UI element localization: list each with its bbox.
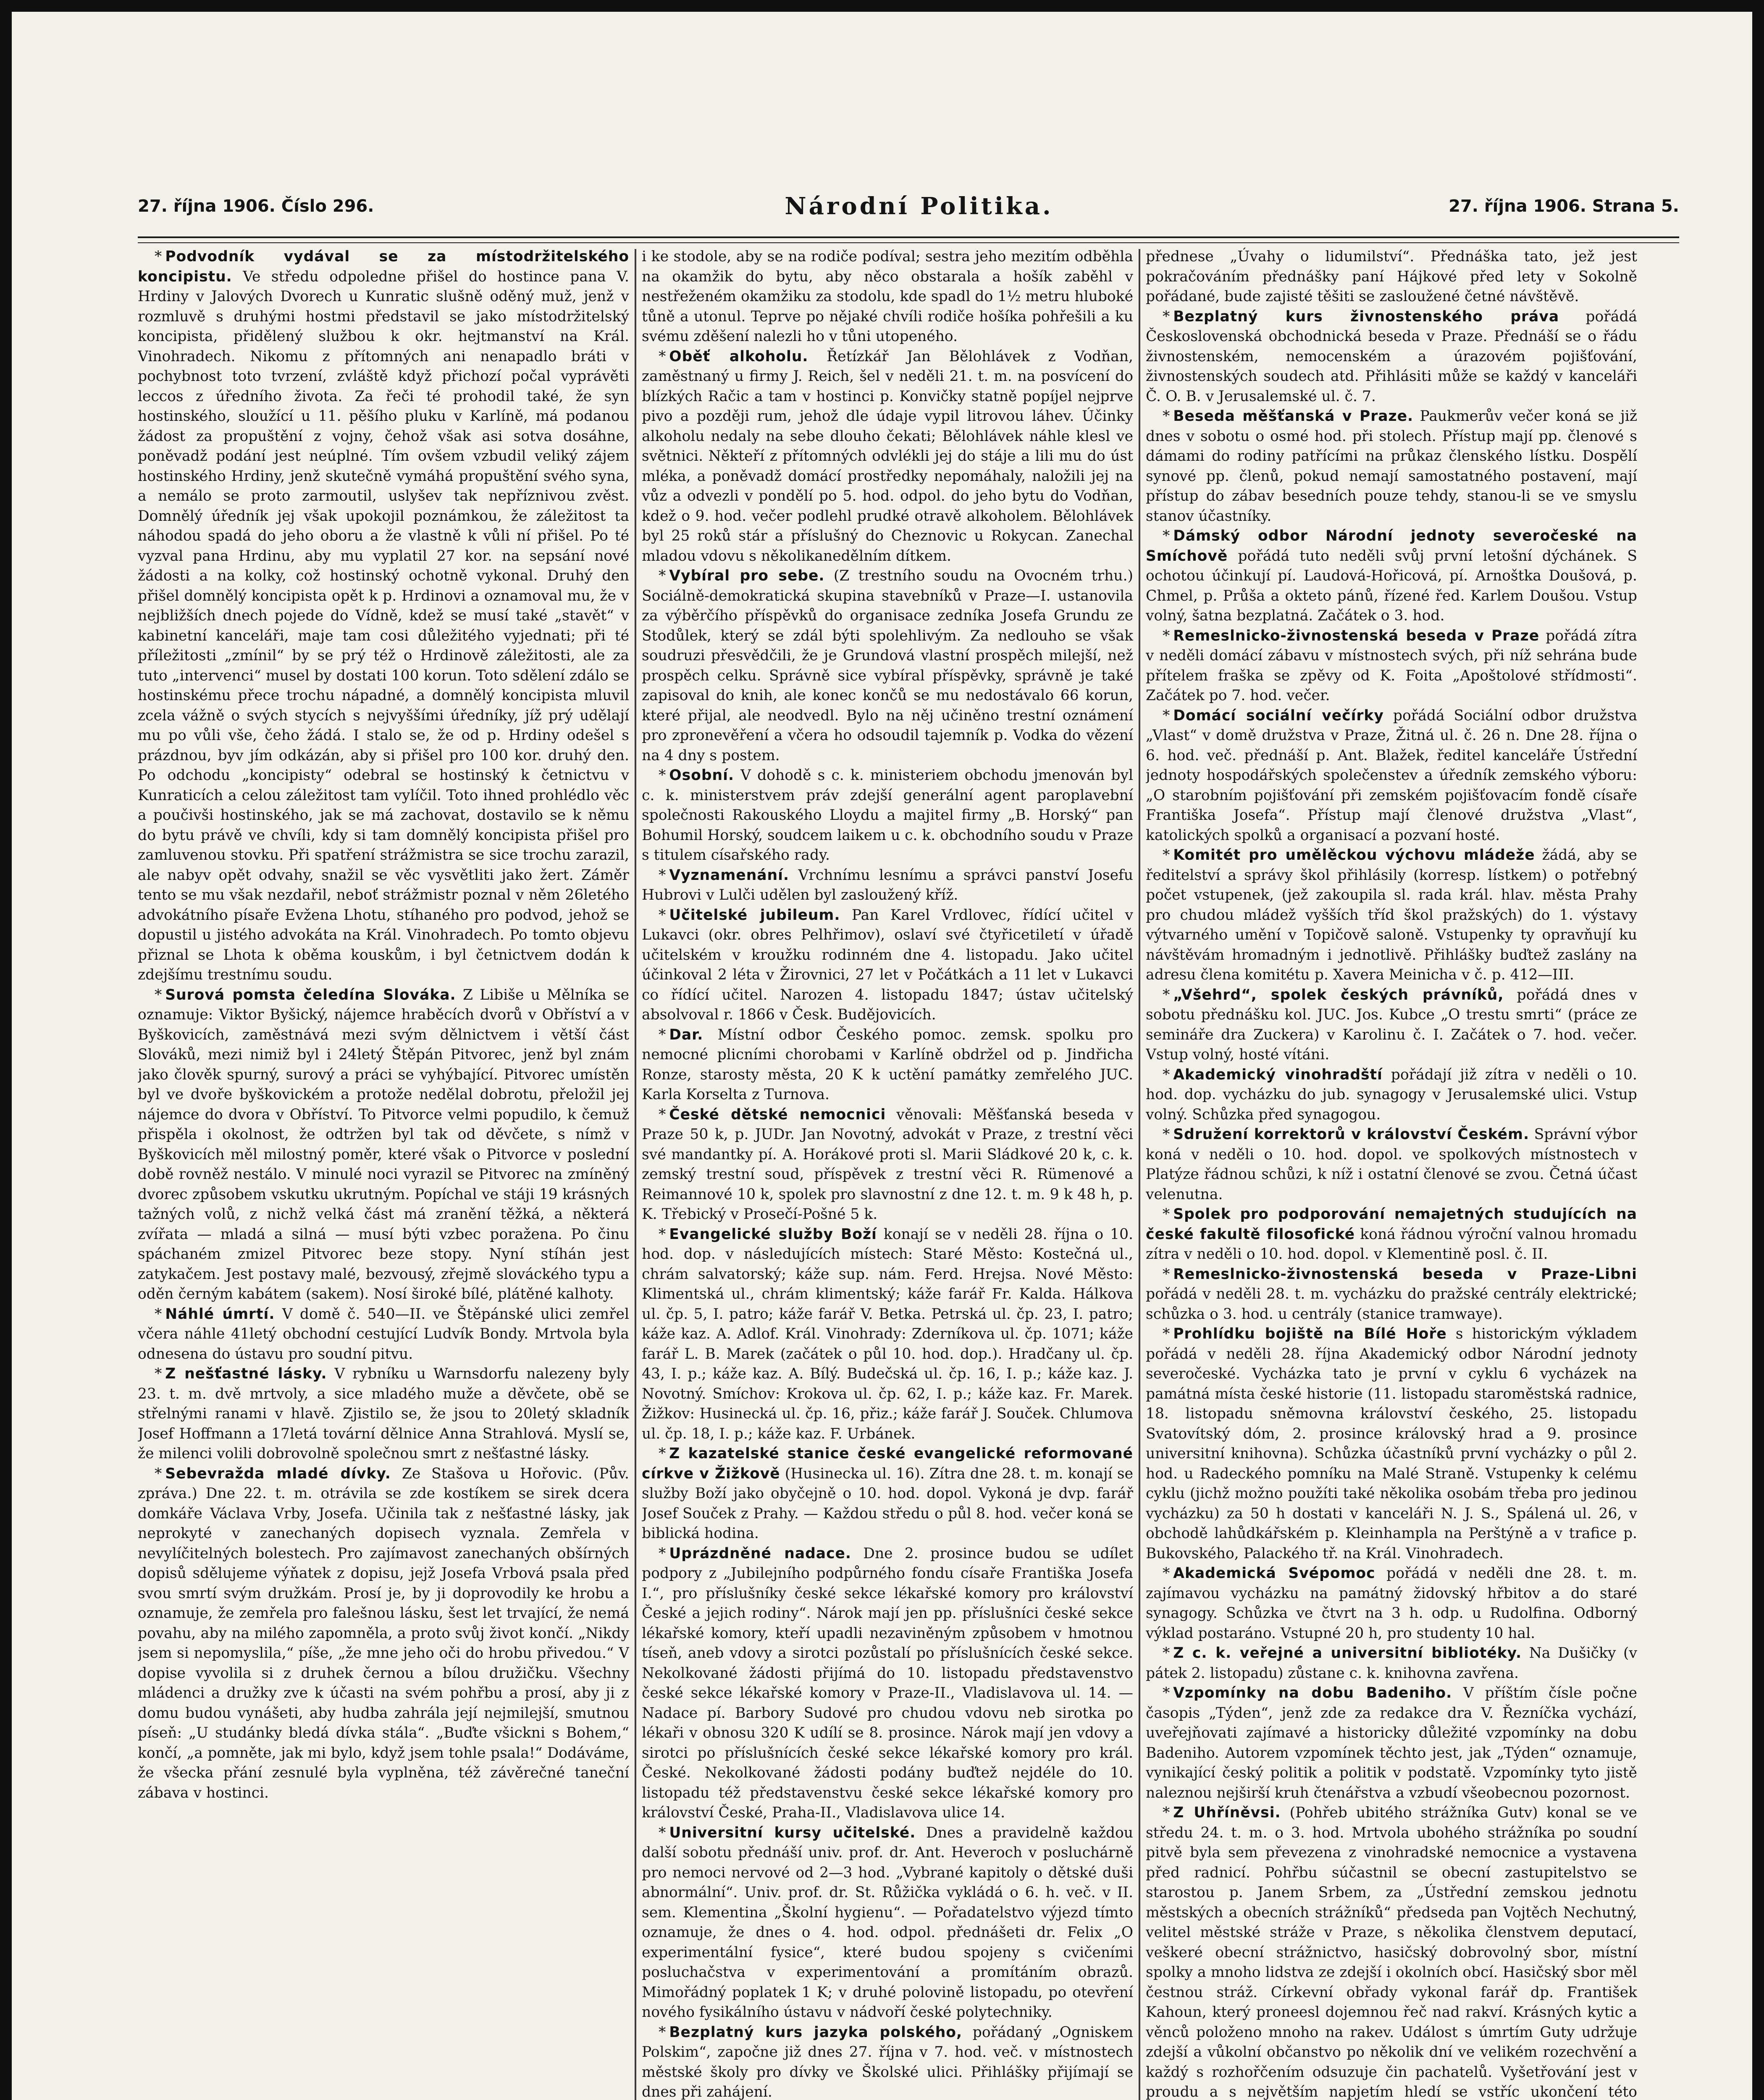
article: * Domácí sociální večírky pořádá Sociální odbor družstva „Vlast“ v domě družstva v Praze, Žitná ul. č. 26 n. Dne 28. října o 6. hod. več. přednáší p. Ant. Blažek, ředitel kanceláře Ústřední jednoty hospodářských společenstev a úředník zemského výboru: „O starobním pojišťování při zemském pojišťovacím fondě císaře Františka Josefa“. Přístup mají členové družstva „Vlast“, katolických spolků a organisací a pozvaní hosté. (1146, 707, 1637, 844)
article-body: pořádá tuto neděli svůj první letošní dýchánek. S ochotou účinkují pí. Laudová-Hořicová, pí. Arnoštka Doušová, p. Chmel, p. Průša a okteto pánů, řízené řed. Karlem Doušou. Vstup volný, šatna bezplatná. Začátek o 3. hod. (1146, 547, 1637, 624)
article: * Bezplatný kurs jazyka polského, pořádaný „Ogniskem Polskim“, započne již dnes 27. října v 7. hod. več. v místnostech městské školy pro dívky ve Školské ulici. Přihlášky přijímají se dnes při zahájení. (642, 2024, 1133, 2100)
article-heading: Uprázdněné nadace. (669, 1545, 852, 1562)
article-body: pořádá v neděli dne 28. t. m. zajímavou vycházku na památný židovský hřbitov a do staré synagogy. Schůzka ve čtvrt na 3 h. odp. u Rudolfina. Odborný výklad postaráno. Vstupné 20 h, pro studenty 10 hal. (1146, 1565, 1637, 1642)
article-body: V dohodě s c. k. ministeriem obchodu jmenován byl c. k. ministerstvem práv zdejší generální agent paroplavební společnosti Rakouského Lloydu a majitel firmy „B. Horský“ pan Bohumil Horský, soudcem laikem u c. k. obchodního soudu v Praze s titulem císařského rady. (642, 767, 1133, 864)
article: * Z nešťastné lásky. V rybníku u Warnsdorfu nalezeny byly 23. t. m. dvě mrtvoly, a sice mladého muže a děvčete, obě se střelnými ranami v hlavě. Zjistilo se, že jsou to 20letý skladník Josef Hoffmann a 17letá tovární dělnice Anna Strahlová. Myslí se, že milenci volili dobrovolně společnou smrt z nešťastné lásky. (138, 1365, 629, 1462)
article-heading: Bezplatný kurs jazyka polského, (669, 2024, 963, 2041)
article-body: Řetízkář Jan Bělohlávek z Vodňan, zaměstnaný u firmy J. Reich, šel v neděli 21. t. m. na posvícení do blízkých Račic a tam v hostinci p. Konvičky statně popíjel nejprve pivo a později rum, jehož dle údaje vypil litrovou láhev. Účinky alkoholu nedaly na sebe dlouho čekati; Bělohlávek náhle klesl ve světnici. Někteří z přítomných odvlékli jej do stáje a lili mu do úst mléka, a poněvadž domácí prostředky nepomáhaly, naložili jej na vůz a odvezli v pondělí po 5. hod. odpol. do jeho bytu do Vodňan, kdež o 9. hod. večer podlehl prudké otravě alkoholem. Bělohlávek byl 25 roků stár a příslušný do Cheznovic u Rokycan. Zanechal mladou vdovu s několikanedělním dítkem. (642, 348, 1133, 564)
article-heading: Surová pomsta čeledína Slováka. (165, 986, 456, 1003)
column-1 (138, 247, 629, 2100)
article-body: konají se v neděli 28. října o 10. hod. dop. v následujících místech: Staré Město: Kostečná ul., chrám salvatorský; káže sup. nám. Ferd. Hrejsa. Nové Město: Klimentská ul., chrám klimentský; káže farář Fr. Kalda. Hálkova ul. čp. 5, I. patro; káže farář V. Betka. Petrská ul. čp. 23, I. patro; káže kaz. A. Adlof. Král. Vinohrady: Zderníkova ul. čp. 1071; káže farář L. B. Marek (začátek o půl 10. hod. dop.). Hradčany ul. čp. 43, I. p.; káže kaz. A. Bílý. Budečská ul. čp. 16, I. p.; káže kaz. J. Novotný. Smíchov: Krokova ul. čp. 62, I. p.; káže kaz. Fr. Marek. Žižkov: Husinecká ul. čp. 16, přiz.; káže farář J. Souček. Chlumova ul. čp. 18, I. p.; káže kaz. F. Urbánek. (642, 1226, 1133, 1442)
article-heading: Remeslnicko-živnostenská beseda v Praze (1173, 627, 1540, 644)
article: * Akademická Svépomoc pořádá v neděli dne 28. t. m. zajímavou vycházku na památný židovský hřbitov a do staré synagogy. Schůzka ve čtvrt na 3 h. odp. u Rudolfina. Odborný výklad postaráno. Vstupné 20 h, pro studenty 10 hal. (1146, 1565, 1637, 1642)
article: * Universitní kursy učitelské. Dnes a pravidelně každou další sobotu přednáší univ. prof. dr. Ant. Heveroch v posluchárně pro nemoci nervové od 2—3 hod. „Vybrané kapitoly o dětské duši abnormální“. Univ. prof. dr. St. Růžička vykládá o 6. h. več. v II. sem. Klementina „Školní hygienu“. — Pořadatelstvo výjezd tímto oznamuje, že dnes o 4. hod. odpol. přednášeti dr. Felix „O experimentální fysice“, které budou spojeny s cvičeními posluchačstva v experimentování a promítáním obrazů. Mimořádný poplatek 1 K; v druhé polovině listopadu, po otevření nového fysikálního ústavu v nádvoří české polytechniky. (642, 1824, 1133, 2021)
article-body: s historickým výkladem pořádá v neděli 28. října Akademický odbor Národní jednoty severočeské. Vycházka tato je první v cyklu 6 vycházek na památná místa české historie (11. listopadu staroměstská radnice, 18. listopadu sněmovna království českého, 25. listopadu Svatovítský dóm, 2. prosince královský hrad a 9. prosince universitní knihovna). Schůzka účastníků první vycházky o půl 2. hod. u Radeckého pomníku na Malé Straně. Vstupenky k celému cyklu (jichž možno použíti také několika osobám třeba pro jedinou vycházku) za 50 h dostati v kanceláři N. J. S., Spálená ul. 26, v obchodě lahůdkářském p. Kleinhampla na Perštýně a v trafice p. Bukovského, Palackého tř. na Král. Vinohradech. (1146, 1326, 1637, 1562)
article: * Remeslnicko-živnostenská beseda v Praze pořádá zítra v neděli domácí zábavu v místnostech svých, při níž sehrána bude přítelem fraška se zpěvy od K. Foita „Apoštolové střídmosti“. Začátek po 7. hod. večer. (1146, 627, 1637, 704)
article-body: pořádá zítra v neděli domácí zábavu v místnostech svých, při níž sehrána bude přítelem fraška se zpěvy od K. Foita „Apoštolové střídmosti“. Začátek po 7. hod. večer. (1146, 627, 1637, 704)
article-heading: Dar. (669, 1026, 704, 1043)
article-body: Z Libiše u Mělníka se oznamuje: Viktor Byšický, nájemce hraběcích dvorů v Obříství a v Byškovicích, zaměstnává mezi svým dělnictvem i větší část Slováků, mezi nimiž byl i 24letý Štěpán Pitvorec, jenž byl znám jako člověk spurný, surový a práci se vyhýbající. Pitvorec umístěn byl ve dvoře byškovickém a protože nedělal dobrotu, přeložil jej nájemce do dvora v Obříství. To Pitvorce velmi popudilo, k čemuž přispěla i okolnost, že odtržen byl tak od děvčete, s nímž v Byškovicích měl milostný poměr, které však o Pitvorce v poslední době rovněž nestálo. V minulé noci vyrazil se Pitvorec na zmíněný dvorec způsobem vskutku ukrutným. Popíchal ve stáji 19 krásných tažných volů, z nichž velká část má zranění těžká, a některá zvířata — mladá a silná — musí býti vzbec poražena. Po činu spáchaném zmizel Pitvorec beze stopy. Nyní stíhán jest zatykačem. Jest postavy malé, bezvousý, zřejmě slováckého typu a oděn černým kabátem (sakem). Nosí široké bílé, plátěné kalhoty. (138, 986, 629, 1302)
article: * Evangelické služby Boží konají se v neděli 28. října o 10. hod. dop. v následujících místech: Staré Město: Kostečná ul., chrám salvatorský; káže sup. nám. Ferd. Hrejsa. Nové Město: Klimentská ul., chrám klimentský; káže farář Fr. Kalda. Hálkova ul. čp. 5, I. patro; káže farář V. Betka. Petrská ul. čp. 23, I. patro; káže kaz. A. Adlof. Král. Vinohrady: Zderníkova ul. čp. 1071; káže farář L. B. Marek (začátek o půl 10. hod. dop.). Hradčany ul. čp. 43, I. p.; káže kaz. A. Bílý. Budečská ul. čp. 16, I. p.; káže kaz. J. Novotný. Smíchov: Krokova ul. čp. 62, I. p.; káže kaz. Fr. Marek. Žižkov: Husinecká ul. čp. 16, přiz.; káže farář J. Souček. Chlumova ul. čp. 18, I. p.; káže kaz. F. Urbánek. (642, 1226, 1133, 1442)
article-heading: Vzpomínky na dobu Badeniho. (1173, 1685, 1452, 1701)
article: * Surová pomsta čeledína Slováka. Z Libiše u Mělníka se oznamuje: Viktor Byšický, nájemce hraběcích dvorů v Obříství a v Byškovicích, zaměstnává mezi svým dělnictvem i větší část Slováků, mezi nimiž byl i 24letý Štěpán Pitvorec, jenž byl znám jako člověk spurný, surový a práci se vyhýbající. Pitvorec umístěn byl ve dvoře byškovickém a protože nedělal dobrotu, přeložil jej nájemce do dvora v Obříství. To Pitvorce velmi popudilo, k čemuž přispěla i okolnost, že odtržen byl tak od děvčete, s nímž v Byškovicích měl milostný poměr, které však o Pitvorce v poslední době rovněž nestálo. V minulé noci vyrazil se Pitvorec na zmíněný dvorec způsobem vskutku ukrutným. Popíchal ve stáji 19 krásných tažných volů, z nichž velká část má zranění těžká, a některá zvířata — mladá a silná — musí býti vzbec poražena. Po činu spáchaném zmizel Pitvorec beze stopy. Nyní stíhán jest zatykačem. Jest postavy malé, bezvousý, zřejmě slováckého typu a oděn černým kabátem (sakem). Nosí široké bílé, plátěné kalhoty. (138, 986, 629, 1302)
article: * Prohlídku bojiště na Bílé Hoře s historickým výkladem pořádá v neděli 28. října Akademický odbor Národní jednoty severočeské. Vycházka tato je první v cyklu 6 vycházek na památná místa české historie (11. listopadu staroměstská radnice, 18. listopadu sněmovna království českého, 25. listopadu Svatovítský dóm, 2. prosince královský hrad a 9. prosince universitní knihovna). Schůzka účastníků první vycházky o půl 2. hod. u Radeckého pomníku na Malé Straně. Vstupenky k celému cyklu (jichž možno použíti také několika osobám třeba pro jedinou vycházku) za 50 h dostati v kanceláři N. J. S., Spálená ul. 26, v obchodě lahůdkářském p. Kleinhampla na Perštýně a v trafice p. Bukovského, Palackého tř. na Král. Vinohradech. (1146, 1326, 1637, 1562)
article-body: Dnes a pravidelně každou další sobotu přednáší univ. prof. dr. Ant. Heveroch v posluchárně pro nemoci nervové od 2—3 hod. „Vybrané kapitoly o dětské duši abnormální“. Univ. prof. dr. St. Růžička vykládá o 6. h. več. v II. sem. Klementina „Školní hygienu“. — Pořadatelstvo výjezd tímto oznamuje, že dnes o 4. hod. odpol. přednášeti dr. Felix „O experimentální fysice“, které budou spojeny s cvičeními posluchačstva v experimentování a promítáním obrazů. Mimořádný poplatek 1 K; v druhé polovině listopadu, po otevření nového fysikálního ústavu v nádvoří české polytechniky. (642, 1824, 1133, 2021)
article: * Vzpomínky na dobu Badeniho. V příštím čísle počne časopis „Týden“, jenž zde za redakce dra V. Řezníčka vychází, uveřejňovati zajímavé a historicky důležité vzpomínky na dobu Badeniho. Autorem vzpomínek těchto jest, jak „Týden“ oznamuje, vynikající český politik a politik v podstatě. Vzpomínky tyto jistě naleznou nejširší kruh čtenářstva a vzbudí všeobecnou pozornost. (1146, 1685, 1637, 1801)
article-body: V domě č. 540—II. ve Štěpánské ulici zemřel včera náhle 41letý obchodní cestující Ludvík Bondy. Mrtvola byla odnesena do ústavu pro soudní pitvu. (138, 1305, 629, 1362)
article-body: věnovali: Měšťanská beseda v Praze 50 k, p. JUDr. Jan Novotný, advokát v Praze, z trestní věci své mandantky pí. A. Horákové proti sl. Marii Sládkové 20 k, c. k. zemský trestní soud, příspěvek z trestní věci R. Rümenové a Reimannové 10 k, spolek pro slavnostní z dne 12. t. m. 9 k 48 h, p. K. Třebický v Prosečí-Pošné 5 k. (642, 1106, 1133, 1223)
column-separator (635, 249, 636, 2100)
article-body: Ve středu odpoledne přišel do hostince pana V. Hrdiny v Jalových Dvorech u Kunratic slušně oděný muž, jenž v rozmluvě s druhými hostmi představil se jako místodržitelský koncipista, přidělený službou k okr. hejtmanství na Král. Vinohradech. Nikomu z přítomných ani nenapadlo bráti v pochybnost toto tvrzení, zvláště když přichozí počal vyprávěti leccos z úředního života. Za řeči té prohodil také, že syn hostinského, sloužící u 11. pěšího pluku v Karlíně, má podanou žádost za propuštění z vojny, čehož však asi sotva dosáhne, poněvadž podání jest neúplné. Tím ovšem vzbudil veliký zájem hostinského Hrdiny, jenž skutečně vymáhá propuštění svého syna, a nemálo se proto zarmoutil, uslyšev tak nepříznivou zvěst. Domnělý úředník jej však upokojil poznámkou, že záležitost ta náhodou spadá do jeho oboru a že vlastně k vůli ní přišel. Po té vyzval pana Hrdinu, aby mu vyplatil 27 kor. na sepsání nové žádosti a na kolky, což hostinský ochotně vykonal. Druhý den přišel domnělý koncipista opět k p. Hrdinovi a oznamoval mu, že v nejbližších dnech pojede do Vídně, kdež se musí také „stavět“ v kabinetní kanceláři, maje tam cosi důležitého vyjednati; při té příležitosti „zmínil“ by se prý též o Hrdinově záležitosti, ale za tuto „intervenci“ musel by dostati 100 korun. Toto sdělení zdálo se hostinskému přece trochu nápadné, a domnělý koncipista mluvil zcela vážně o svých stycích s nejvyššími úředníky, jíž prý udělají mu po vůli vše, čeho žádá. I stalo se, že od p. Hrdiny odešel s prázdnou, byv jím odkázán, aby si přišel pro 100 kor. druhý den. Po odchodu „koncipisty“ odebral se hostinský k četnictvu v Kunraticích a celou záležitost tam vylíčil. Toto ihned prohlédlo věc a poučivši hostinského, jak se má zachovat, dostavilo se k němu do bytu právě ve chvíli, kdy si tam domnělý koncipista přišel pro zamluvenou stovku. Při spatření strážmistra se sice trochu zarazil, ale nabyv opět odvahy, snažil se věc vysvětliti jako žert. Záměr tento se mu však nezdařil, neboť strážmistr poznal v něm 26letého advokátního písaře Evžena Lhotu, stíhaného pro podvod, jehož se dopustil u jistého advokáta na Král. Vinohradech. Po tomto objevu přiznal se Lhota k oběma kouskům, i byl četnictvem dodán k zdejšímu trestnímu soudu. (138, 268, 629, 983)
article: * „Všehrd“, spolek českých právníků, pořádá dnes v sobotu přednášku kol. JUC. Jos. Kubce „O trestu smrti“ (práce ze semináře dra Zuckera) v Karolinu č. I. Začátek o 7. hod. večer. Vstup volný, hosté vítáni. (1146, 986, 1637, 1063)
article: * Remeslnicko-živnostenská beseda v Praze-Libni pořádá v neděli 28. t. m. vycházku do pražské centrály elektrické; schůzka o 3. hod. u centrály (stanice tramwaye). (1146, 1265, 1637, 1323)
article-body: (Pohřeb ubitého strážníka Gutv) konal se ve středu 24. t. m. o 3. hod. Mrtvola ubohého strážníka po soudní pitvě byla sem převezena z vinohradské nemocnice a vystavena před radnicí. Pohřbu súčastnil se obecní zastupitelstvo se starostou p. Janem Srbem, za „Ústřední zemskou jednotu městských a obecních strážníků“ předseda pan Vojtěch Nechutný, velitel městské stráže v Praze, s několika členstvem deputací, veškeré obecní strážnictvo, hasičský dobrovolný sbor, místní spolky a mnoho lidstva ze zdejší i okolních obcí. Hasičský sbor měl čestnou stráž. Církevní obřady vykonal farář dp. František Kahoun, který proneesl dojemnou řeč nad rakví. Krásných kytic a věnců položeno mnoho na rakev. Událost s úmrtím Guty udržuje zdejší a vůkolní občanstvo po několik dní ve velikém rozechvění a každý s rozhořčením odsuzuje čin pachatelů. Vyšetřování jest v proudu a s největším napjetím hledí se vstříc ukončení této (1146, 1804, 1637, 2100)
article: * Spolek pro podporování nemajetných studujících na české fakultě filosofické koná řádnou výroční valnou hromadu zítra v neděli o 10. hod. dopol. v Klementině posl. č. II. (1146, 1206, 1637, 1263)
article-heading: Akademická Svépomoc (1173, 1565, 1376, 1582)
article-heading: Komitét pro umělěckou výchovu mládeže (1173, 847, 1535, 864)
column-separator (1139, 249, 1140, 2100)
header-date-page: 27. října 1906. Strana 5. (1449, 197, 1679, 216)
article: * Dámský odbor Národní jednoty severočeské na Smíchově pořádá tuto neděli svůj první letošní dýchánek. S ochotou účinkují pí. Laudová-Hořicová, pí. Arnoštka Doušová, p. Chmel, p. Průša a okteto pánů, řízené řed. Karlem Doušou. Vstup volný, šatna bezplatná. Začátek o 3. hod. (1146, 528, 1637, 624)
article: * Učitelské jubileum. Pan Karel Vrdlovec, řídící učitel v Lukavci (okr. obres Pelhřimov), oslaví své čtyřicetiletí v úřadě učitelském v kroužku rodinném dne 4. listopadu. Jako učitel účinkoval 2 léta v Žirovnici, 27 let v Počátkách a 11 let v Lukavci co řídící učitel. Narozen 4. listopadu 1847; ústav učitelský absolvoval r. 1866 v Česk. Budějovicích. (642, 906, 1133, 1023)
article: * Náhlé úmrtí. V domě č. 540—II. ve Štěpánské ulici zemřel včera náhle 41letý obchodní cestující Ludvík Bondy. Mrtvola byla odnesena do ústavu pro soudní pitvu. (138, 1305, 629, 1362)
article: * Oběť alkoholu. Řetízkář Jan Bělohlávek z Vodňan, zaměstnaný u firmy J. Reich, šel v neděli 21. t. m. na posvícení do blízkých Račic a tam v hostinci p. Konvičky statně popíjel nejprve pivo a později rum, jehož dle údaje vypil litrovou láhev. Účinky alkoholu nedaly na sebe dlouho čekati; Bělohlávek náhle klesl ve světnici. Někteří z přítomných odvlékli jej do stáje a lili mu do úst mléka, a poněvadž domácí prostředky nepomáhaly, naložili jej na vůz a odvezli v pondělí po 5. hod. odpol. do jeho bytu do Vodňan, kdež o 9. hod. večer podlehl prudké otravě alkoholem. Bělohlávek byl 25 roků stár a příslušný do Cheznovic u Rokycan. Zanechal mladou vdovu s několikanedělním dítkem. (642, 348, 1133, 564)
article-heading: Akademický vinohradští (1173, 1066, 1383, 1083)
article-heading: Sebevražda mladé dívky. (165, 1465, 391, 1482)
article-continuation (642, 247, 1133, 347)
column-2 (642, 247, 1133, 2100)
article-body: pořádá dnes v sobotu přednášku kol. JUC. Jos. Kubce „O trestu smrti“ (práce ze semináře dra Zuckera) v Karolinu č. I. Začátek o 7. hod. večer. Vstup volný, hosté vítáni. (1146, 986, 1637, 1063)
article-continuation (1146, 247, 1637, 307)
article-heading: Učitelské jubileum. (669, 906, 840, 924)
article: * Vybíral pro sebe. (Z trestního soudu na Ovocném trhu.) Sociálně-demokratická skupina stavebníků v Praze—I. ustanovila za výběrčího příspěvků do organisace zedníka Josefa Grundu ze Stodůlek, který se zdál býti spolehlivým. Za nedlouho se však soudruzi přesvědčili, že je Grundová vlastní prospěch milejší, než prospěch celku. Správně sice vybíral příspěvky, správně je také zapisoval do knih, ale konec končů se mu nedostávalo 66 korun, které přijal, ale neodvedl. Bylo na něj učiněno trestní oznámení pro zpronevěření a včera ho odsoudil tajemník p. Vodka do vězení na 4 dny s postem. (642, 567, 1133, 764)
article-body: pořádá v neděli 28. t. m. vycházku do pražské centrály elektrické; schůzka o 3. hod. u centrály (stanice tramwaye). (1146, 1286, 1637, 1323)
article-heading: „Všehrd“, spolek českých právníků, (1173, 986, 1504, 1003)
article-heading: Z c. k. veřejné a universitní bibliotéky. (1173, 1645, 1522, 1662)
article-body: Správní výbor koná v neděli o 10. hod. dopol. ve spolkových místnostech v Platýze řádnou schůzi, k níž i ostatní členové se zvou. Četná účast velenutna. (1146, 1126, 1637, 1203)
article-body: pořádaný „Ogniskem Polskim“, započne již dnes 27. října v 7. hod. več. v místnostech městské školy pro dívky ve Školské ulici. Přihlášky přijímají se dnes při zahájení. (642, 2024, 1133, 2100)
article-body: Pan Karel Vrdlovec, řídící učitel v Lukavci (okr. obres Pelhřimov), oslaví své čtyřicetiletí v úřadě učitelském v kroužku rodinném dne 4. listopadu. Jako učitel účinkoval 2 léta v Žirovnici, 27 let v Počátkách a 11 let v Lukavci co řídící učitel. Narozen 4. listopadu 1847; ústav učitelský absolvoval r. 1866 v Česk. Budějovicích. (642, 906, 1133, 1023)
header-rule (138, 236, 1679, 243)
article-heading: Spolek pro podporování nemajetných studujících na české fakultě filosofické (1146, 1206, 1637, 1243)
page-header (138, 192, 1679, 230)
article-body: V rybníku u Warnsdorfu nalezeny byly 23. t. m. dvě mrtvoly, a sice mladého muže a děvčete, obě se střelnými ranami v hlavě. Zjistilo se, že jsou to 20letý skladník Josef Hoffmann a 17letá tovární dělnice Anna Strahlová. Myslí se, že milenci volili dobrovolně společnou smrt z nešťastné lásky. (138, 1365, 629, 1462)
article-body: Dne 2. prosince budou se udílet podpory z „Jubilejního podpůrného fondu císaře Františka Josefa I.“, pro příslušníky české sekce lékařské komory pro království České a jejich rodiny“. Nárok mají jen pp. příslušníci české sekce lékařské komory, kteří upadli nezaviněným způsobem v hmotnou tíseň, aneb vdovy a sirotci pozůstalí po příslušnících české sekce. Nekolkované žádosti přijímá do 10. listopadu představenstvo české sekce lékařské komory v Praze-II., Vladislavova ul. 14. — Nadace pí. Barbory Sudové pro chudou vdovu neb sirotka po lékaři v obnosu 320 K udílí se 8. prosince. Nárok mají jen vdovy a sirotci po příslušnících české sekce lékařské komory pro král. České. Nekolkované žádosti podány buďtež nejdéle do 10. listopadu též představenstvu české sekce lékařské komory pro království České, Praha-II., Vladislavova ulice 14. (642, 1545, 1133, 1821)
article-heading: Dámský odbor Národní jednoty severočeské na Smíchově (1146, 528, 1637, 564)
article-heading: Universitní kursy učitelské. (669, 1824, 916, 1841)
article-heading: Z kazatelské stanice české evangelické reformované církve v Žižkově (642, 1445, 1133, 1482)
article-body: pořádá Sociální odbor družstva „Vlast“ v domě družstva v Praze, Žitná ul. č. 26 n. Dne 28. října o 6. hod. več. přednáší p. Ant. Blažek, ředitel kanceláře Ústřední jednoty hospodářských společenstev a úředník zemského výboru: „O starobním pojišťování při zemském pojišťovacím fondě císaře Františka Josefa“. Přístup mají členové družstva „Vlast“, katolických spolků a organisací a pozvaní hosté. (1146, 707, 1637, 844)
article-body: pořádají již zítra v neděli o 10. hod. dop. vycházku do jub. synagogy v Jerusalemské ulici. Vstup volný. Schůzka před synagogou. (1146, 1066, 1637, 1123)
article: * Bezplatný kurs živnostenského práva pořádá Československá obchodnická beseda v Praze. Přednáší se o řádu živnostenském, nemocenském a úrazovém pojišťování, živnostenských soudech atd. Přihlásiti může se každý v kanceláři Č. O. B. v Jerusalemské ul. č. 7. (1146, 308, 1637, 405)
article-body: Paukmerův večer koná se již dnes v sobotu o osmé hod. při stolech. Přístup mají pp. členové s dámami do rodiny patřícími na průkaz členského lístku. Dospělí synové pp. členů, pokud nemají samostatného postavení, mají přístup do zábav besedních pouze tehdy, stanou-li se ve smyslu stanov účastníky. (1146, 408, 1637, 525)
header-date-issue: 27. října 1906. Číslo 296. (138, 197, 374, 216)
article-body: přednese „Úvahy o lidumilství“. Přednáška tato, jež jest pokračováním přednášky paní Hájkové před lety v Sokolně pořádané, bude zajisté těšiti se zasloužené četné návštěvě. (1146, 248, 1637, 305)
article-heading: Remeslnicko-živnostenská beseda v Praze-Libni (1173, 1265, 1637, 1283)
article-heading: Beseda měšťanská v Praze. (1173, 408, 1414, 425)
article-body: Ze Stašova u Hořovic. (Pův. zpráva.) Dne 22. t. m. otrávila se zde kostíkem se sirek dcera domkáře Václava Vrby, Josefa. Učinila tak z nešťastné lásky, jak neprokyté v zanechaných dopisech vyznala. Zemřela v nevylíčitelných bolestech. Pro zajímavost zanechaných obšírných dopisů sdělujeme výňatek z dopisu, jejž Josefa Vrbová psala před svou smrtí svým družkám. Prosí je, by ji doprovodily ke hrobu a oznamuje, že zemřela pro falešnou lásku, šest let trvající, že nemá povahu, aby na milého zapomněla, a proto svůj život končí. „Nikdy jsem si nepomyslila,“ píše, „že mne jeho oči do hrobu přivedou.“ V dopise vyvolila si z druhek černou a bílou družičku. Všechny mládenci a družky zve k účasti na svém pohřbu a prosí, aby ji z domu budou vynášeti, aby hudba zahrála její nejmilejší, smutnou píseň: „U studánky bledá dívka stála“. „Buďte všickni s Bohem,“ končí, „a pomněte, jak mi bylo, když jsem tohle psala!“ Dodáváme, že všecka přání zesnulé byla vyplněna, též závěrečné taneční zábava v hostinci. (138, 1465, 629, 1801)
article: * Dar. Místní odbor Českého pomoc. zemsk. spolku pro nemocné plicními chorobami v Karlíně obdržel od p. Jindřicha Ronze, starosty města, 20 K k uctění památky zemřelého JUC. Karla Korselta z Turnova. (642, 1026, 1133, 1103)
article-heading: Z nešťastné lásky. (165, 1365, 327, 1382)
article: * Z c. k. veřejné a universitní bibliotéky. Na Dušičky (v pátek 2. listopadu) zůstane c. k. knihovna zavřena. (1146, 1645, 1637, 1682)
article-heading: Sdružení korrektorů v království Českém. (1173, 1126, 1530, 1143)
article-body: i ke stodole, aby se na rodiče podíval; sestra jeho mezitím odběhla na okamžik do bytu, aby něco obstarala a hošík zaběhl v nestřeženém okamžiku za stodolu, kde spadl do 1½ metru hluboké tůně a utonul. Teprve po nějaké chvíli rodiče hošíka pohřešili a ku svému zděšení nalezli ho v tůni utopeného. (642, 248, 1133, 345)
article-body: Na Dušičky (v pátek 2. listopadu) zůstane c. k. knihovna zavřena. (1146, 1645, 1637, 1682)
article-body: (Z trestního soudu na Ovocném trhu.) Sociálně-demokratická skupina stavebníků v Praze—I. ustanovila za výběrčího příspěvků do organisace zedníka Josefa Grundu ze Stodůlek, který se zdál býti spolehlivým. Za nedlouho se však soudruzi přesvědčili, že je Grundová vlastní prospěch milejší, než prospěch celku. Správně sice vybíral příspěvky, správně je také zapisoval do knih, ale konec končů se mu nedostávalo 66 korun, které přijal, ale neodvedl. Bylo na něj učiněno trestní oznámení pro zpronevěření a včera ho odsoudil tajemník p. Vodka do vězení na 4 dny s postem. (642, 567, 1133, 764)
article-heading: Podvodník vydával se za místodržitelského koncipistu. (138, 248, 629, 285)
article: * Akademický vinohradští pořádají již zítra v neděli o 10. hod. dop. vycházku do jub. synagogy v Jerusalemské ulici. Vstup volný. Schůzka před synagogou. (1146, 1066, 1637, 1123)
article-body: Vrchnímu lesnímu a správci panství Josefu Hubrovi v Lulči udělen byl zasloužený kříž. (642, 866, 1133, 903)
article-body: V příštím čísle počne časopis „Týden“, jenž zde za redakce dra V. Řezníčka vychází, uveřejňovati zajímavé a historicky důležité vzpomínky na dobu Badeniho. Autorem vzpomínek těchto jest, jak „Týden“ oznamuje, vynikající český politik a politik v podstatě. Vzpomínky tyto jistě naleznou nejširší kruh čtenářstva a vzbudí všeobecnou pozornost. (1146, 1685, 1637, 1801)
article-heading: České dětské nemocnici (669, 1106, 886, 1123)
article: * Sdružení korrektorů v království Českém. Správní výbor koná v neděli o 10. hod. dopol. ve spolkových místnostech v Platýze řádnou schůzi, k níž i ostatní členové se zvou. Četná účast velenutna. (1146, 1126, 1637, 1203)
article-heading: Vyznamenání. (669, 866, 790, 884)
article-heading: Osobní. (669, 767, 735, 784)
article: * Vyznamenání. Vrchnímu lesnímu a správci panství Josefu Hubrovi v Lulči udělen byl zasloužený kříž. (642, 866, 1133, 903)
article-heading: Vybíral pro sebe. (669, 567, 825, 584)
article-body: Místní odbor Českého pomoc. zemsk. spolku pro nemocné plicními chorobami v Karlíně obdržel od p. Jindřicha Ronze, starosty města, 20 K k uctění památky zemřelého JUC. Karla Korselta z Turnova. (642, 1026, 1133, 1103)
article: * Osobní. V dohodě s c. k. ministeriem obchodu jmenován byl c. k. ministerstvem práv zdejší generální agent paroplavební společnosti Rakouského Lloydu a majitel firmy „B. Horský“ pan Bohumil Horský, soudcem laikem u c. k. obchodního soudu v Praze s titulem císařského rady. (642, 767, 1133, 864)
column-3 (1146, 247, 1637, 2100)
article-heading: Náhlé úmrtí. (165, 1305, 275, 1323)
article: * Z kazatelské stanice české evangelické reformované církve v Žižkově (Husinecka ul. 16). Zítra dne 28. t. m. konají se služby Boží jako obyčejně o 10. hod. dopol. Vykoná je dvp. farář Josef Souček z Prahy. — Každou středu o půl 8. hod. večer koná se biblická hodina. (642, 1445, 1133, 1542)
article-body: (Husinecka ul. 16). Zítra dne 28. t. m. konají se služby Boží jako obyčejně o 10. hod. dopol. Vykoná je dvp. farář Josef Souček z Prahy. — Každou středu o půl 8. hod. večer koná se biblická hodina. (642, 1465, 1133, 1542)
article: * Podvodník vydával se za místodržitelského koncipistu. Ve středu odpoledne přišel do hostince pana V. Hrdiny v Jalových Dvorech u Kunratic slušně oděný muž, jenž v rozmluvě s druhými hostmi představil se jako místodržitelský koncipista, přidělený službou k okr. hejtmanství na Král. Vinohradech. Nikomu z přítomných ani nenapadlo bráti v pochybnost toto tvrzení, zvláště když přichozí počal vyprávěti leccos z úředního života. Za řeči té prohodil také, že syn hostinského, sloužící u 11. pěšího pluku v Karlíně, má podanou žádost za propuštění z vojny, čehož však asi sotva dosáhne, poněvadž podání jest neúplné. Tím ovšem vzbudil veliký zájem hostinského Hrdiny, jenž skutečně vymáhá propuštění svého syna, a nemálo se proto zarmoutil, uslyšev tak nepříznivou zvěst. Domnělý úředník jej však upokojil poznámkou, že záležitost ta náhodou spadá do jeho oboru a že vlastně k vůli ní přišel. Po té vyzval pana Hrdinu, aby mu vyplatil 27 kor. na sepsání nové žádosti a na kolky, což hostinský ochotně vykonal. Druhý den přišel domnělý koncipista opět k p. Hrdinovi a oznamoval mu, že v nejbližších dnech pojede do Vídně, kdež se musí také „stavět“ v kabinetní kanceláři, maje tam cosi důležitého vyjednati; při té příležitosti „zmínil“ by se prý též o Hrdinově záležitosti, ale za tuto „intervenci“ musel by dostati 100 korun. Toto sdělení zdálo se hostinskému přece trochu nápadné, a domnělý koncipista mluvil zcela vážně o svých stycích s nejvyššími úředníky, jíž prý udělají mu po vůli vše, čeho žádá. I stalo se, že od p. Hrdiny odešel s prázdnou, byv jím odkázán, aby si přišel pro 100 kor. druhý den. Po odchodu „koncipisty“ odebral se hostinský k četnictvu v Kunraticích a celou záležitost tam vylíčil. Toto ihned prohlédlo věc a poučivši hostinského, jak se má zachovat, dostavilo se k němu do bytu právě ve chvíli, kdy si tam domnělý koncipista přišel pro zamluvenou stovku. Při spatření strážmistra se sice trochu zarazil, ale nabyv opět odvahy, snažil se věc vysvětliti jako žert. Záměr tento se mu však nezdařil, neboť strážmistr poznal v něm 26letého advokátního písaře Evžena Lhotu, stíhaného pro podvod, jehož se dopustil u jistého advokáta na Král. Vinohradech. Po tomto objevu přiznal se Lhota k oběma kouskům, i byl četnictvem dodán k zdejšímu trestnímu soudu. (138, 248, 629, 983)
article: * Z Uhříněvsi. (Pohřeb ubitého strážníka Gutv) konal se ve středu 24. t. m. o 3. hod. Mrtvola ubohého strážníka po soudní pitvě byla sem převezena z vinohradské nemocnice a vystavena před radnicí. Pohřbu súčastnil se obecní zastupitelstvo se starostou p. Janem Srbem, za „Ústřední zemskou jednotu městských a obecních strážníků“ předseda pan Vojtěch Nechutný, velitel městské stráže v Praze, s několika členstvem deputací, veškeré obecní strážnictvo, hasičský dobrovolný sbor, místní spolky a mnoho lidstva ze zdejší i okolních obcí. Hasičský sbor měl čestnou stráž. Církevní obřady vykonal farář dp. František Kahoun, který proneesl dojemnou řeč nad rakví. Krásných kytic a věnců položeno mnoho na rakev. Událost s úmrtím Guty udržuje zdejší a vůkolní občanstvo po několik dní ve velikém rozechvění a každý s rozhořčením odsuzuje čin pachatelů. Vyšetřování jest v proudu a s největším napjetím hledí se vstříc ukončení této (1146, 1803, 1637, 2100)
article: * Komitét pro umělěckou výchovu mládeže žádá, aby se ředitelství a správy škol přihlásily (korresp. lístkem) o potřebný počet vstupenek, (jež zakoupila sl. rada král. hlav. města Prahy pro chudou mládež vyšších tříd škol pražských) do 1. výstavy výtvarného umění v Topičově saloně. Vstupenky ty opravňují ku návštěvám hromadným i jednotlivě. Přihlášky buďtež zaslány na adresu člena komitétu p. Xavera Meinicha v č. p. 412—III. (1146, 847, 1637, 983)
article-heading: Bezplatný kurs živnostenského práva (1173, 308, 1559, 325)
newspaper-title: Národní Politika. (785, 192, 1053, 220)
article-body: žádá, aby se ředitelství a správy škol přihlásily (korresp. lístkem) o potřebný počet vstupenek, (jež zakoupila sl. rada král. hlav. města Prahy pro chudou mládež vyšších tříd škol pražských) do 1. výstavy výtvarného umění v Topičově saloně. Vstupenky ty opravňují ku návštěvám hromadným i jednotlivě. Přihlášky buďtež zaslány na adresu člena komitétu p. Xavera Meinicha v č. p. 412—III. (1146, 847, 1637, 983)
article-body: koná řádnou výroční valnou hromadu zítra v neděli o 10. hod. dopol. v Klementině posl. č. II. (1146, 1226, 1637, 1263)
article: * Sebevražda mladé dívky. Ze Stašova u Hořovic. (Pův. zpráva.) Dne 22. t. m. otrávila se zde kostíkem se sirek dcera domkáře Václava Vrby, Josefa. Učinila tak z nešťastné lásky, jak neprokyté v zanechaných dopisech vyznala. Zemřela v nevylíčitelných bolestech. Pro zajímavost zanechaných obšírných dopisů sdělujeme výňatek z dopisu, jejž Josefa Vrbová psala před svou smrtí svým družkám. Prosí je, by ji doprovodily ke hrobu a oznamuje, že zemřela pro falešnou lásku, šest let trvající, že nemá povahu, aby na milého zapomněla, a proto svůj život končí. „Nikdy jsem si nepomyslila,“ píše, „že mne jeho oči do hrobu přivedou.“ V dopise vyvolila si z druhek černou a bílou družičku. Všechny mládenci a družky zve k účasti na svém pohřbu a prosí, aby ji z domu budou vynášeti, aby hudba zahrála její nejmilejší, smutnou píseň: „U studánky bledá dívka stála“. „Buďte všickni s Bohem,“ končí, „a pomněte, jak mi bylo, když jsem tohle psala!“ Dodáváme, že všecka přání zesnulé byla vyplněna, též závěrečné taneční zábava v hostinci. (138, 1465, 629, 1801)
article-heading: Oběť alkoholu. (669, 348, 808, 365)
article-heading: Domácí sociální večírky (1173, 707, 1384, 724)
article-body: pořádá Československá obchodnická beseda v Praze. Přednáší se o řádu živnostenském, nemocenském a úrazovém pojišťování, živnostenských soudech atd. Přihlásiti může se každý v kanceláři Č. O. B. v Jerusalemské ul. č. 7. (1146, 308, 1637, 405)
article-heading: Evangelické služby Boží (669, 1226, 877, 1243)
article: * Beseda měšťanská v Praze. Paukmerův večer koná se již dnes v sobotu o osmé hod. při stolech. Přístup mají pp. členové s dámami do rodiny patřícími na průkaz členského lístku. Dospělí synové pp. členů, pokud nemají samostatného postavení, mají přístup do zábav besedních pouze tehdy, stanou-li se ve smyslu stanov účastníky. (1146, 408, 1637, 525)
article: * Uprázdněné nadace. Dne 2. prosince budou se udílet podpory z „Jubilejního podpůrného fondu císaře Františka Josefa I.“, pro příslušníky české sekce lékařské komory pro království České a jejich rodiny“. Nárok mají jen pp. příslušníci české sekce lékařské komory, kteří upadli nezaviněným způsobem v hmotnou tíseň, aneb vdovy a sirotci pozůstalí po příslušnících české sekce. Nekolkované žádosti přijímá do 10. listopadu představenstvo české sekce lékařské komory v Praze-II., Vladislavova ul. 14. — Nadace pí. Barbory Sudové pro chudou vdovu neb sirotka po lékaři v obnosu 320 K udílí se 8. prosince. Nárok mají jen vdovy a sirotci po příslušnících české sekce lékařské komory pro král. České. Nekolkované žádosti podány buďtež nejdéle do 10. listopadu též představenstvu české sekce lékařské komory pro království České, Praha-II., Vladislavova ulice 14. (642, 1545, 1133, 1821)
article-heading: Z Uhříněvsi. (1173, 1804, 1281, 1821)
article: * České dětské nemocnici věnovali: Měšťanská beseda v Praze 50 k, p. JUDr. Jan Novotný, advokát v Praze, z trestní věci své mandantky pí. A. Horákové proti sl. Marii Sládkové 20 k, c. k. zemský trestní soud, příspěvek z trestní věci R. Rümenové a Reimannové 10 k, spolek pro slavnostní z dne 12. t. m. 9 k 48 h, p. K. Třebický v Prosečí-Pošné 5 k. (642, 1106, 1133, 1223)
article-heading: Prohlídku bojiště na Bílé Hoře (1173, 1326, 1447, 1342)
